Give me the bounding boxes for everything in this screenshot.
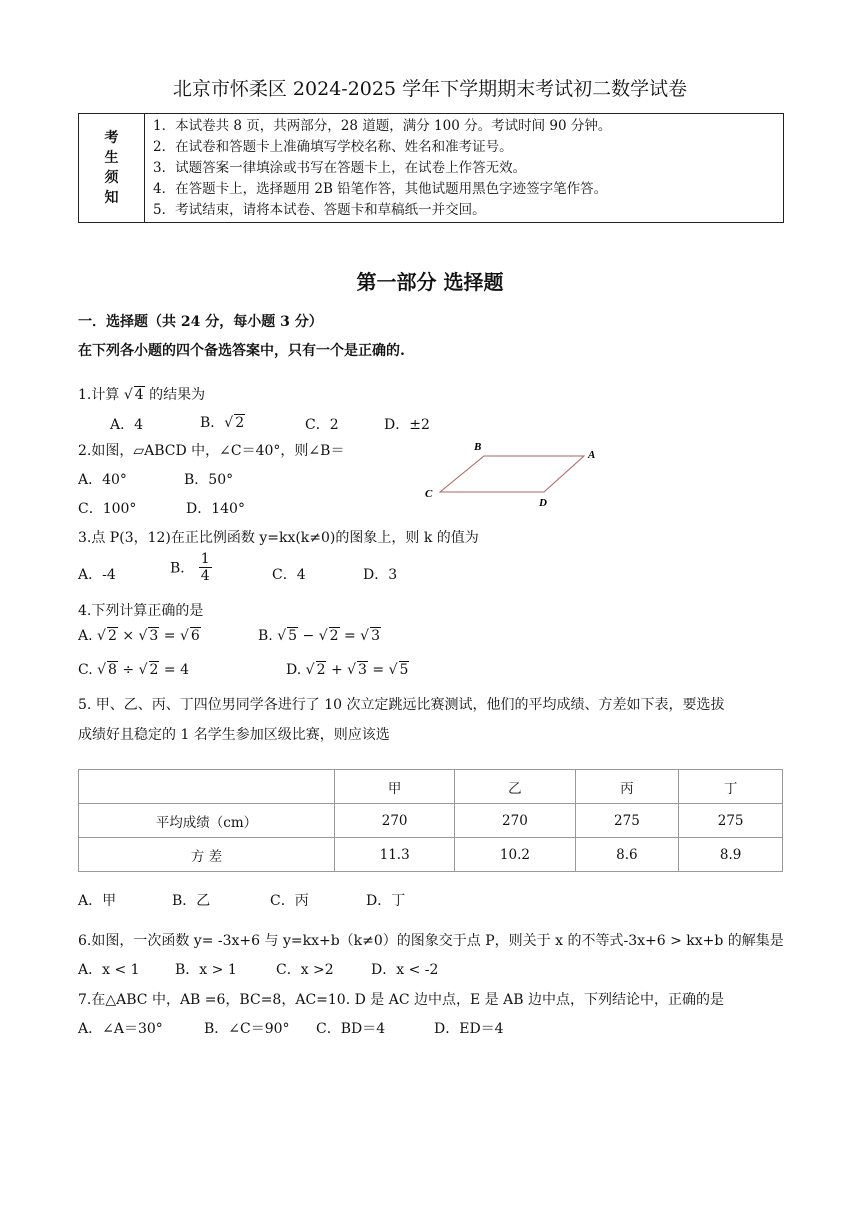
q3-option-a: A．-4 [78, 567, 116, 583]
operator: = [343, 628, 356, 644]
q2-option-a: A．40° [78, 472, 127, 488]
radicand: 3 [358, 662, 367, 678]
q2-option-c: C．100° [78, 501, 137, 517]
radicand: 6 [190, 628, 200, 644]
table-cell: 270 [335, 804, 455, 838]
q1-stem [78, 384, 205, 404]
q5-stem-line1: 5. 甲、乙、丙、丁四位男同学各进行了 10 次立定跳远比赛测试，他们的平均成绩、方差如下表，要选拔 [78, 697, 725, 713]
notice-item: 3．试题答案一律填涂或书写在答题卡上，在试卷上作答无效。 [153, 160, 527, 176]
notice-label-char: 生 [104, 150, 119, 166]
table-header-cell: 甲 [335, 770, 455, 804]
radicand: 2 [329, 628, 339, 644]
q5-option-a: A．甲 [78, 893, 117, 909]
table-cell: 10.2 [455, 838, 575, 872]
notice-label-char: 知 [104, 190, 119, 206]
table-cell: 方 差 [79, 838, 335, 872]
notice-label-char: 须 [104, 170, 119, 186]
table-header-cell: 乙 [455, 770, 575, 804]
parallelogram-shape [440, 456, 584, 492]
operator: ÷ [122, 662, 135, 678]
vertex-label-b: B [474, 441, 482, 453]
q5-option-b: B．乙 [172, 893, 211, 909]
table-cell: 8.9 [679, 838, 783, 872]
q7-option-a: A．∠A＝30° [78, 1021, 163, 1037]
notice-item: 5．考试结束，请将本试卷、答题卡和草稿纸一并交回。 [153, 202, 486, 218]
instruction: 在下列各小题的四个备选答案中，只有一个是正确的. [78, 343, 405, 359]
table-header-cell: 丁 [679, 770, 783, 804]
q2-option-b: B．50° [184, 472, 234, 488]
q4-stem: 4.下列计算正确的是 [78, 603, 204, 619]
q7-option-d: D．ED＝4 [434, 1021, 504, 1037]
radicand: 2 [316, 662, 326, 678]
q3-option-b-label: B． [170, 560, 195, 577]
table-cell: 275 [679, 804, 783, 838]
vertex-label-c: C [425, 488, 433, 500]
table-cell: 平均成绩（cm） [79, 804, 335, 838]
notice-item: 2．在试卷和答题卡上准确填写学校名称、姓名和准考证号。 [153, 139, 513, 155]
q3-option-c: C．4 [272, 567, 306, 583]
table-row [79, 838, 783, 872]
q5-option-d: D．丁 [366, 893, 406, 909]
notice-label [79, 114, 145, 222]
table-cell: 275 [575, 804, 679, 838]
sqrt-symbol: √ 3 [347, 662, 367, 678]
q3-option-d: D．3 [363, 567, 398, 583]
notice-items [145, 114, 611, 222]
q3-option-b [170, 551, 212, 584]
score-table [78, 769, 783, 872]
sqrt-symbol: √ 2 [224, 415, 245, 431]
q1-option-a: A．4 [110, 417, 144, 433]
fraction-denominator: 4 [200, 568, 210, 584]
q7-option-c: C．BD＝4 [316, 1021, 386, 1037]
q6-option-c: C．x >2 [276, 962, 334, 978]
radicand: 2 [107, 628, 117, 644]
q4-option-a-label: A. [78, 628, 93, 644]
notice-box [78, 113, 784, 223]
section-title: 第一部分 选择题 [356, 270, 504, 294]
sqrt-symbol: √ 2 [97, 628, 117, 644]
table-cell: 8.6 [575, 838, 679, 872]
parallelogram-figure [420, 436, 610, 512]
q5-stem-line2: 成绩好且稳定的 1 名学生参加区级比赛，则应该选 [78, 727, 390, 743]
result: 4 [180, 662, 190, 678]
sqrt-symbol: √ 2 [318, 628, 339, 644]
q6-stem: 6.如图，一次函数 y= -3x+6 与 y=kx+b（k≠0）的图象交于点 P，则关于 x 的不等式-3x+6 > kx+b 的解集是 [78, 933, 784, 949]
part-heading: 一．选择题（共 24 分，每小题 3 分） [78, 314, 323, 330]
exam-title: 北京市怀柔区 2024-2025 学年下学期期末考试初二数学试卷 [172, 78, 688, 100]
sqrt-symbol: √ 3 [360, 628, 381, 644]
sqrt-symbol: √ 4 [123, 387, 144, 403]
fraction [199, 551, 212, 584]
table-cell: 270 [455, 804, 575, 838]
q6-option-a: A．x < 1 [78, 962, 140, 978]
q7-option-b: B．∠C＝90° [204, 1021, 290, 1037]
radicand: 5 [399, 662, 409, 678]
q1-radicand: 4 [134, 387, 144, 403]
q1-stem-prefix: 1.计算 [78, 387, 120, 403]
vertex-label-d: D [539, 497, 547, 509]
q1-option-d: D．±2 [384, 417, 430, 433]
q1-option-b-radicand: 2 [235, 415, 245, 431]
table-cell: 11.3 [335, 838, 455, 872]
q6-option-b: B．x > 1 [175, 962, 237, 978]
table-header-cell [79, 770, 335, 804]
notice-item: 4．在答题卡上，选择题用 2B 铅笔作答，其他试题用黑色字迹签字笔作答。 [153, 181, 608, 197]
q1-option-b-label: B． [200, 415, 225, 431]
q4-option-c [78, 662, 189, 678]
operator: = [163, 628, 176, 644]
q1-option-c: C．2 [305, 417, 339, 433]
vertex-label-a: A [588, 449, 596, 461]
q1-option-b [200, 412, 245, 432]
operator: + [330, 662, 343, 678]
radicand: 3 [371, 628, 381, 644]
q4-option-b [258, 628, 381, 644]
sqrt-symbol: √ 8 [97, 662, 117, 678]
q5-option-c: C．丙 [270, 893, 309, 909]
table-header-row [79, 770, 783, 804]
radicand: 5 [288, 628, 298, 644]
sqrt-symbol: √ 2 [305, 662, 326, 678]
radicand: 2 [149, 662, 159, 678]
q6-option-d: D．x < -2 [371, 962, 439, 978]
q2-stem: 2.如图，▱ABCD 中，∠C＝40°，则∠B＝ [78, 443, 345, 459]
operator: − [302, 628, 315, 644]
sqrt-symbol: √ 5 [277, 628, 298, 644]
q2-option-d: D．140° [186, 501, 245, 517]
q4-option-d [286, 662, 409, 678]
notice-item: 1．本试卷共 8 页，共两部分，28 道题，满分 100 分。考试时间 90 分钟。 [153, 118, 612, 134]
operator: = [163, 662, 176, 678]
q4-option-c-label: C. [78, 662, 93, 678]
q4-option-b-label: B. [258, 628, 273, 644]
q4-option-a [78, 628, 201, 644]
table-row [79, 804, 783, 838]
fraction-numerator: 1 [200, 551, 210, 567]
operator: × [122, 628, 135, 644]
q4-option-d-label: D. [286, 662, 302, 678]
q1-stem-suffix: 的结果为 [149, 387, 206, 403]
q7-stem: 7.在△ABC 中，AB =6，BC=8，AC=10. D 是 AC 边中点，E 是 AB 边中点，下列结论中，正确的是 [78, 992, 724, 1008]
q3-stem: 3.点 P(3，12)在正比例函数 y=kx(k≠0)的图象上，则 k 的值为 [78, 530, 479, 546]
radicand: 8 [108, 662, 117, 678]
sqrt-symbol: √ 6 [179, 628, 200, 644]
sqrt-symbol: √ 3 [138, 628, 159, 644]
operator: = [372, 662, 385, 678]
table-header-cell: 丙 [575, 770, 679, 804]
sqrt-symbol: √ 2 [138, 662, 159, 678]
notice-label-char: 考 [104, 130, 119, 146]
radicand: 3 [149, 628, 159, 644]
sqrt-symbol: √ 5 [388, 662, 409, 678]
